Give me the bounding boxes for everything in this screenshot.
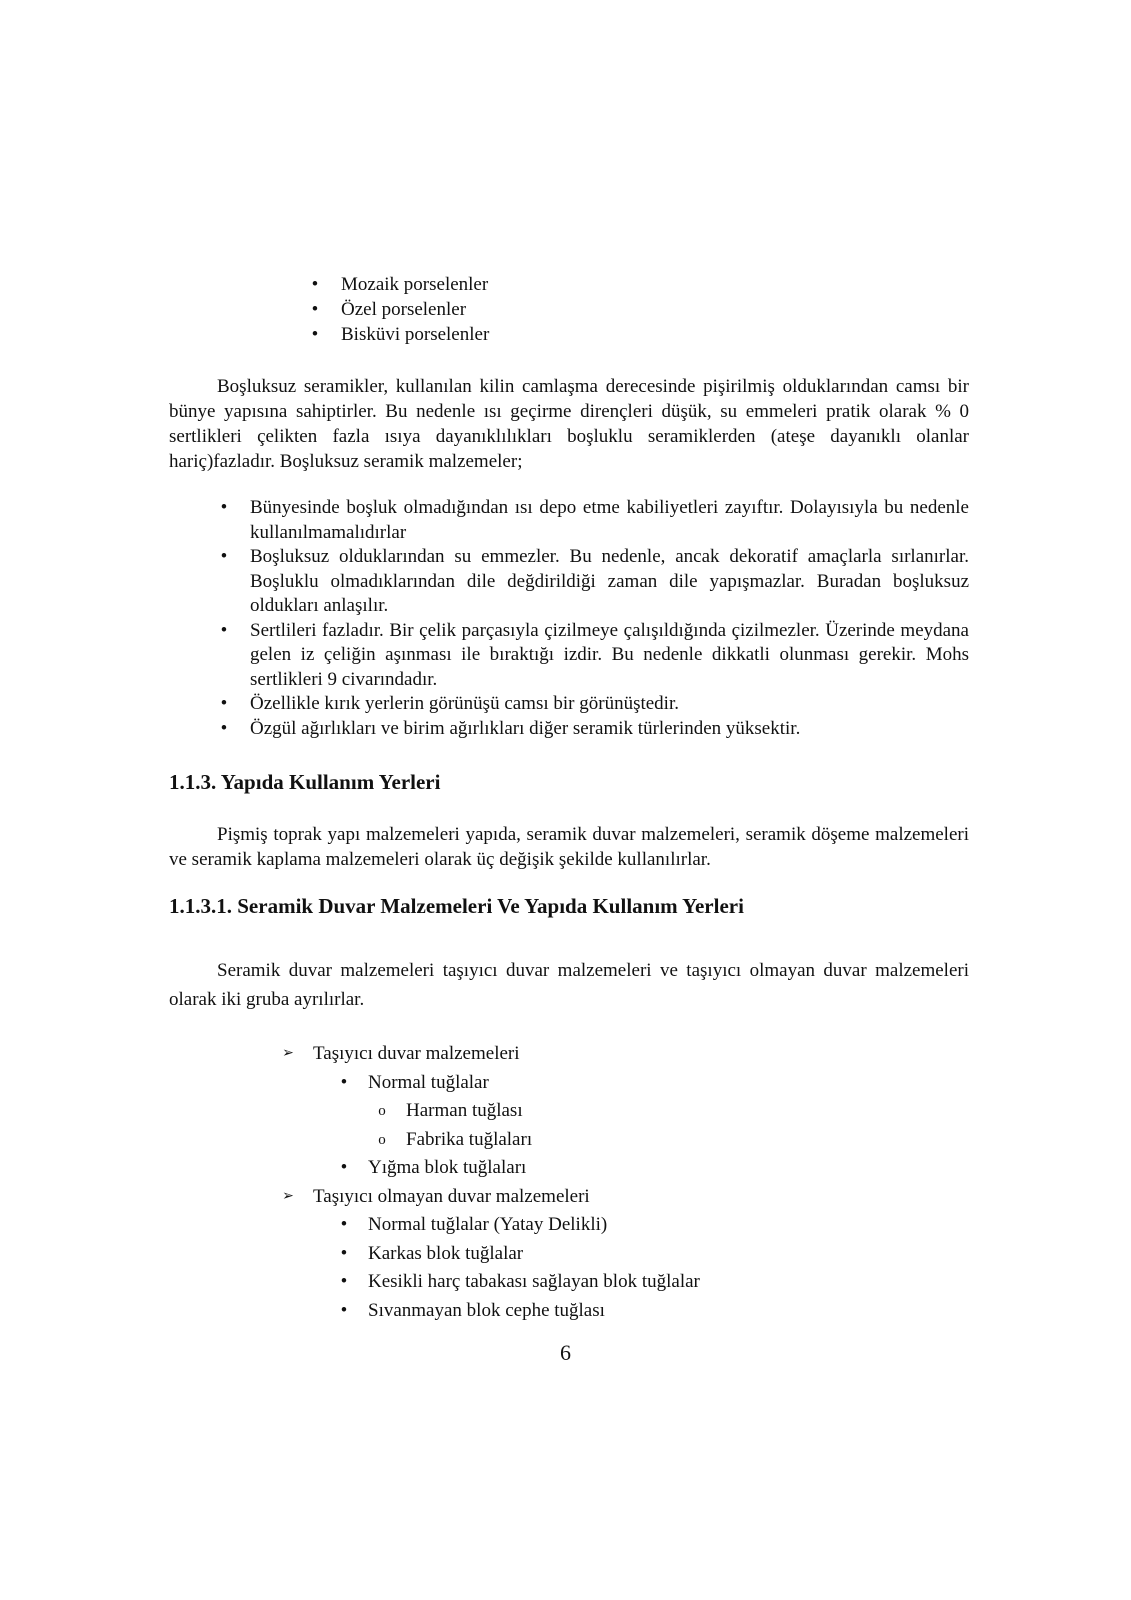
section-heading: 1.1.3. Yapıda Kullanım Yerleri [169, 770, 441, 794]
paragraph-non-porous-ceramics: Boşluksuz seramikler, kullanılan kilin camlaşma derecesinde pişirilmiş olduklarından camsı bir bünye yapısına sahiptirler. Bu nedenle ısı geçirme dirençleri düşük, su emmeleri pratik olarak % 0 sertlikleri çelikten fazla ısıya dayanıklılıkları boşluklu seramiklerden (ateşe dayanıklı olanlar hariç)fazladır. Boşluksuz seramik malzemeler; [169, 376, 969, 472]
circle-bullet-icon: o [378, 1131, 386, 1148]
tree-item: ➢ Taşıyıcı duvar malzemeleri [278, 1040, 700, 1069]
bullet-icon: • [311, 299, 319, 320]
bullet-icon: • [220, 619, 228, 641]
page-number: 6 [560, 1340, 571, 1365]
properties-list [214, 496, 969, 741]
bullet-icon: • [220, 717, 228, 739]
tree-item: o Harman tuğlası [278, 1097, 700, 1126]
list-item: • Özel porselenler [305, 297, 489, 322]
bullet-icon: • [311, 274, 319, 295]
bullet-icon: • [220, 693, 228, 714]
arrow-bullet-icon: ➢ [282, 1046, 294, 1061]
porcelain-types-list [305, 272, 489, 347]
list-item: • Özgül ağırlıkları ve birim ağırlıkları diğer seramik türlerinden yüksektir. [214, 717, 969, 742]
bullet-icon: • [340, 1071, 348, 1093]
tree-item: • Sıvanmayan blok cephe tuğlası [278, 1297, 700, 1326]
tree-item: • Normal tuğlalar (Yatay Delikli) [278, 1211, 700, 1240]
tree-item: • Kesikli harç tabakası sağlayan blok tuğlalar [278, 1268, 700, 1297]
tree-item: • Normal tuğlalar [278, 1069, 700, 1098]
bullet-icon: • [220, 546, 228, 567]
bullet-icon: • [340, 1242, 348, 1264]
bullet-icon: • [340, 1157, 348, 1178]
list-item: • Bünyesinde boşluk olmadığından ısı depo etme kabiliyetleri zayıftır. Dolayısıyla bu nedenle kullanılmamalıdırlar [214, 496, 969, 545]
list-item: • Sertlileri fazladır. Bir çelik parçasıyla çizilmeye çalışıldığında çizilmezler. Üzerinde meydana gelen iz çeliğin aşınması ile bıraktığı izdir. Bu nedenle dikkatli olunması gerekir. Mohs sertlikleri 9 civarındadır. [214, 619, 969, 693]
list-item: • Boşluksuz olduklarından su emmezler. Bu nedenle, ancak dekoratif amaçlarla sırlanırlar. Boşluklu olmadıklarından dile değdirildiği zaman dile yapışmazlar. Buradan boşluksuz oldukları anlaşılır. [214, 545, 969, 619]
bullet-icon: • [340, 1214, 348, 1235]
arrow-bullet-icon: ➢ [282, 1188, 294, 1204]
list-item: • Özellikle kırık yerlerin görünüşü camsı bir görünüştedir. [214, 692, 969, 717]
tree-item: • Yığma blok tuğlaları [278, 1154, 700, 1183]
wall-materials-tree [278, 1040, 700, 1325]
tree-item: o Fabrika tuğlaları [278, 1126, 700, 1155]
tree-item: • Karkas blok tuğlalar [278, 1240, 700, 1269]
bullet-icon: • [220, 497, 228, 518]
bullet-icon: • [340, 1271, 348, 1292]
list-item: • Mozaik porselenler [305, 272, 489, 297]
subsection-heading: 1.1.3.1. Seramik Duvar Malzemeleri Ve Yapıda Kullanım Yerleri [169, 894, 744, 918]
tree-item: ➢ Taşıyıcı olmayan duvar malzemeleri [278, 1183, 700, 1212]
bullet-icon: • [340, 1299, 348, 1321]
paragraph-usage: Pişmiş toprak yapı malzemeleri yapıda, seramik duvar malzemeleri, seramik döşeme malzemeleri ve seramik kaplama malzemeleri olarak üç değişik şekilde kullanılırlar. [169, 824, 969, 870]
paragraph-wall-materials: Seramik duvar malzemeleri taşıyıcı duvar malzemeleri ve taşıyıcı olmayan duvar malzemeleri olarak iki gruba ayrılırlar. [169, 960, 969, 1010]
circle-bullet-icon: o [378, 1103, 386, 1119]
bullet-icon: • [311, 324, 319, 345]
list-item: • Bisküvi porselenler [305, 322, 489, 347]
